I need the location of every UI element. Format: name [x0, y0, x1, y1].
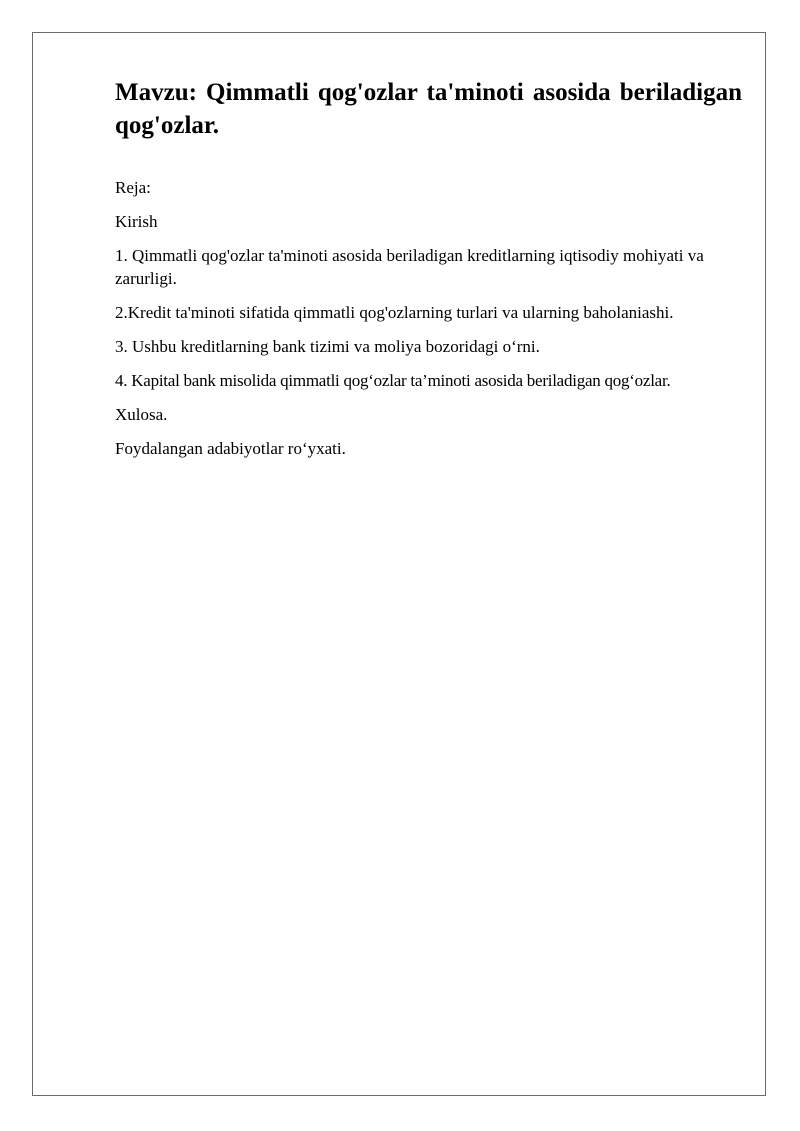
plan-item-3: 3. Ushbu kreditlarning bank tizimi va moliya bozoridagi o‘rni.	[115, 337, 540, 356]
plan-section	[115, 176, 742, 460]
plan-item-4: 4. Kapital bank misolida qimmatli qog‘ozlar ta’minoti asosida beriladigan qog‘ozlar.	[115, 371, 671, 390]
plan-heading: Reja:	[115, 178, 151, 197]
document-title: Mavzu: Qimmatli qog'ozlar ta'minoti asosida beriladigan qog'ozlar.	[115, 79, 742, 139]
document-body	[115, 76, 742, 471]
plan-item-1: 1. Qimmatli qog'ozlar ta'minoti asosida beriladigan kreditlarning iqtisodiy mohiyati va zarurligi.	[115, 246, 704, 288]
plan-item-2: 2.Kredit ta'minoti sifatida qimmatli qog'ozlarning turlari va ularning baholaniashi.	[115, 303, 674, 322]
plan-item-conclusion: Xulosa.	[115, 405, 168, 424]
plan-item-references: Foydalangan adabiyotlar ro‘yxati.	[115, 439, 346, 458]
plan-item-introduction: Kirish	[115, 212, 158, 231]
